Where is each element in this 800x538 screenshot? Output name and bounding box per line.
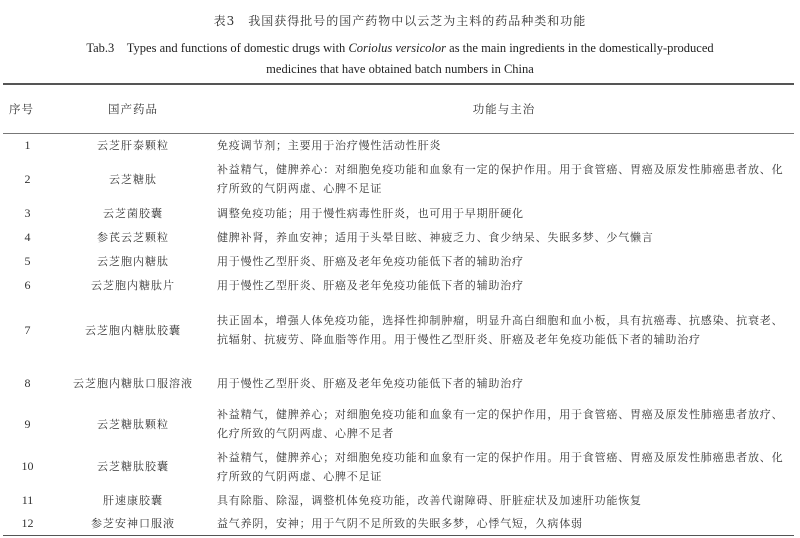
table-row [3, 512, 794, 535]
row-drug-name: 肝速康胶囊 [103, 493, 163, 507]
row-drug-name: 云芝糖肽颗粒 [97, 417, 169, 431]
row-number: 11 [21, 492, 34, 507]
row-function: 用于慢性乙型肝炎、肝癌及老年免疫功能低下者的辅助治疗 [217, 254, 524, 268]
row-function: 具有除脂、除湿，调整机体免疫功能，改善代谢障碍、肝脏症状及加速肝功能恢复 [217, 493, 642, 507]
row-function: 健脾补肾，养血安神；适用于头晕目眩、神疲乏力、食少纳呆、失眠多梦、少气懒言 [217, 230, 654, 244]
row-number: 7 [24, 322, 31, 337]
row-function: 用于慢性乙型肝炎、肝癌及老年免疫功能低下者的辅助治疗 [217, 376, 524, 390]
row-number: 10 [21, 459, 34, 473]
row-number: 9 [24, 416, 31, 431]
row-drug-name: 参芪云芝颗粒 [97, 230, 169, 244]
row-drug-name: 云芝菌胶囊 [103, 206, 163, 220]
row-function: 用于慢性乙型肝炎、肝癌及老年免疫功能低下者的辅助治疗 [217, 278, 524, 292]
row-number: 8 [24, 375, 31, 390]
row-drug-name: 参芝安神口服液 [52, 512, 214, 535]
table-caption-chinese: 表3 我国获得批号的国产药物中以云芝为主料的药品种类和功能 [213, 14, 587, 28]
row-drug-name: 云芝胞内糖肽片 [91, 278, 175, 292]
row-function: 免疫调节剂；主要用于治疗慢性活动性肝炎 [217, 138, 442, 152]
row-function: 补益精气，健脾养心；对细胞免疫功能和血象有一定的保护作用，用于食管癌、胃癌及原发性肺癌患者放疗、化疗所致的气阴两虚、心脾不足者 [217, 408, 784, 440]
table-row [3, 297, 794, 363]
row-drug-name: 云芝胞内糖肽 [97, 254, 169, 268]
caption-species-name: Coriolus versicolor [348, 41, 447, 55]
header-function: 功能与主治 [214, 84, 794, 133]
header-number: 序号 [3, 84, 52, 133]
row-function: 补益精气，健脾养心：对细胞免疫功能和血象有一定的保护作用。用于食管癌、胃癌及原发性肺癌患者放、化疗所致的气阴两虚、心脾不足证 [217, 163, 784, 195]
row-drug-name: 云芝胞内糖肽口服溶液 [73, 376, 193, 390]
table-row [3, 157, 794, 201]
row-number: 5 [24, 253, 31, 268]
table-header-row [3, 84, 794, 133]
row-drug-name: 云芝糖肽胶囊 [97, 460, 169, 473]
row-drug-name: 云芝糖肽 [109, 172, 157, 186]
drug-table [3, 83, 794, 536]
table-row [3, 363, 794, 403]
caption-prefix: Tab.3 Types and functions of domestic drugs with [86, 41, 349, 55]
row-number: 4 [24, 229, 31, 244]
table-row [3, 249, 794, 273]
row-function: 调整免疫功能；用于慢性病毒性肝炎，也可用于早期肝硬化 [217, 206, 524, 220]
table-row [3, 201, 794, 225]
table-caption-english-line2: medicines that have obtained batch numbers in China [266, 62, 534, 76]
row-number: 6 [24, 277, 31, 292]
row-function: 扶正固本，增强人体免疫功能，选择性抑制肿瘤，明显升高白细胞和血小板，具有抗癌毒、抗感染、抗衰老、抗辐射、抗疲劳、降血脂等作用。用于慢性乙型肝炎、肝癌及老年免疫功能低下者的辅助治疗 [217, 314, 784, 346]
row-number: 12 [3, 512, 52, 535]
row-number: 3 [24, 205, 31, 220]
table-row [3, 273, 794, 297]
row-drug-name: 云芝胞内糖肽胶囊 [85, 323, 181, 337]
row-drug-name: 云芝肝泰颗粒 [97, 138, 169, 152]
row-number: 1 [24, 137, 31, 152]
table-row [3, 225, 794, 249]
table-row [3, 403, 794, 445]
header-drug-name: 国产药品 [52, 84, 214, 133]
table-row [3, 133, 794, 157]
table-row [3, 488, 794, 512]
row-number: 2 [24, 171, 31, 186]
table-row [3, 445, 794, 488]
table-body [3, 133, 794, 535]
row-function: 益气养阴，安神；用于气阴不足所致的失眠多梦，心悸气短，久病体弱 [214, 512, 794, 535]
table-caption-english-line1 [0, 38, 800, 56]
row-function: 补益精气，健脾养心；对细胞免疫功能和血象有一定的保护作用。用于食管癌、胃癌及原发性肺癌患者放、化疗所致的气阴两虚、心脾不足证 [217, 450, 784, 483]
caption-suffix: as the main ingredients in the domestically-produced [446, 41, 714, 55]
